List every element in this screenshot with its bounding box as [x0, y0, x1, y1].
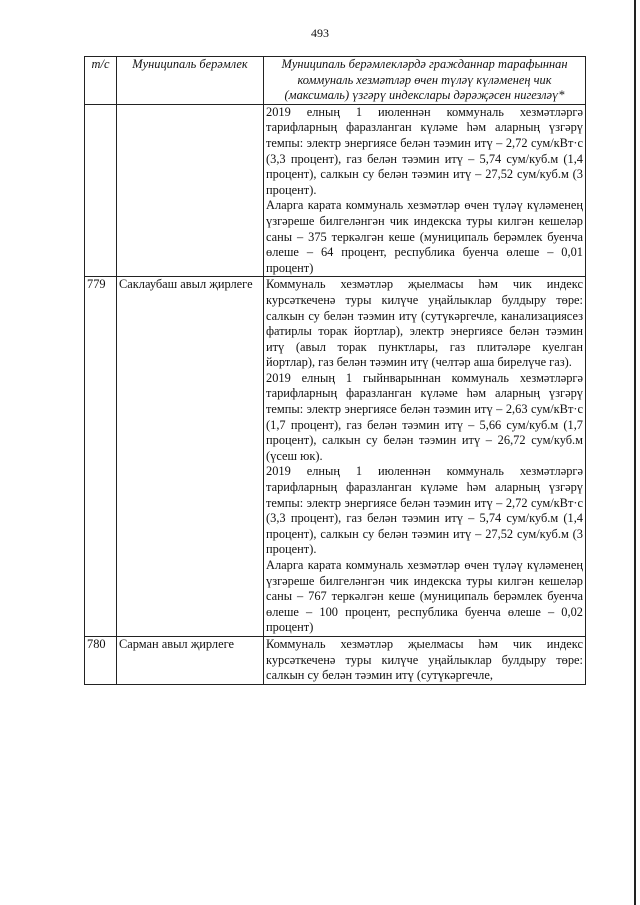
table-header-row — [85, 57, 586, 105]
page-number: 493 — [311, 26, 329, 40]
table-row — [85, 636, 586, 684]
page-edge-line — [634, 0, 636, 905]
justification-paragraph: Коммуналь хезмәтләр җыелмасы һәм чик индекс курсәткеченә туры килүче уңайлыклар булдыру төре: салкын су белән тәэмин итү (сутүкәргечле, канализациясез фатирлы торак йортлар), электр энергиясе белән тәэмин итү (авыл торак пунктлары, газ плитәләре куелган йортлар), газ белән тәэмин итү (челтәр аша бирелүче газ). — [266, 277, 583, 370]
table-row — [85, 277, 586, 637]
row-number: 779 — [85, 277, 117, 637]
justification-paragraph: 2019 елның 1 июленнән коммуналь хезмәтләргә тарифларның фаразланган күләме һәм аларның үзгәрү темпы: электр энергиясе белән тәэмин итү – 2,72 сум/кВт·с (3,3 процент), газ белән тәэмин итү – 5,74 сум/куб.м (1,4 процент), салкын су белән тәэмин итү – 27,52 сум/куб.м (3 процент). — [266, 104, 583, 197]
index-justification — [264, 636, 586, 684]
index-justification — [264, 277, 586, 637]
municipality-name: Саклаубаш авыл җирлеге — [117, 277, 264, 637]
row-number: 780 — [85, 636, 117, 684]
municipality-name: Сарман авыл җирлеге — [117, 636, 264, 684]
header-col-municipality: Муниципаль берәмлек — [117, 57, 264, 105]
header-col-index-text: Муниципаль берәмлекләрдә гражданнар тарафыннан коммуналь хезмәтләр өчен түләү күләменең чик (максималь) үзгәрү индекслары дәрәҗәсен нигезләү* — [281, 57, 568, 103]
table-row — [85, 104, 586, 277]
header-col-index — [264, 57, 586, 105]
municipal-index-table — [84, 56, 586, 685]
header-col-number: т/с — [85, 57, 117, 105]
justification-paragraph: 2019 елның 1 гыйнварыннан коммуналь хезмәтләргә тарифларның фаразланган күләме һәм аларның үзгәрү темпы: электр энергиясе белән тәэмин итү – 2,63 сум/кВт·с (1,7 процент), газ белән тәэмин итү – 5,66 сум/куб.м (1,7 процент), салкын су белән тәэмин итү – 26,72 сум/куб.м (үсеш юк). — [266, 370, 583, 463]
justification-paragraph: Аларга карата коммуналь хезмәтләр өчен түләү күләменең үзгәреше билгеләнгән чик индекска туры килгән кешеләр саны – 767 теркәлгән кеше (муниципаль берәмлек буенча өлеше – 100 процент, республика буенча өлеше – 0,02 процент) — [266, 558, 583, 635]
justification-paragraph: Аларга карата коммуналь хезмәтләр өчен түләү күләменең үзгәреше билгеләнгән чик индекска туры килгән кешеләр саны – 375 теркәлгән кеше (муниципаль берәмлек буенча өлеше – 64 процент, республика буенча өлеше – 0,01 процент) — [266, 198, 583, 275]
row-number — [85, 104, 117, 277]
index-justification — [264, 104, 586, 277]
municipality-name — [117, 104, 264, 277]
justification-paragraph: Коммуналь хезмәтләр җыелмасы һәм чик индекс курсәткеченә туры килүче уңайлыклар булдыру төре: салкын су белән тәэмин итү (сутүкәргечле, — [266, 636, 583, 683]
justification-paragraph: 2019 елның 1 июленнән коммуналь хезмәтләргә тарифларның фаразланган күләме һәм аларның үзгәрү темпы: электр энергиясе белән тәэмин итү – 2,72 сум/кВт·с (3,3 процент), газ белән тәэмин итү – 5,74 сум/куб.м (1,4 процент), салкын су белән тәэмин итү – 27,52 сум/куб.м (3 процент). — [266, 464, 583, 557]
